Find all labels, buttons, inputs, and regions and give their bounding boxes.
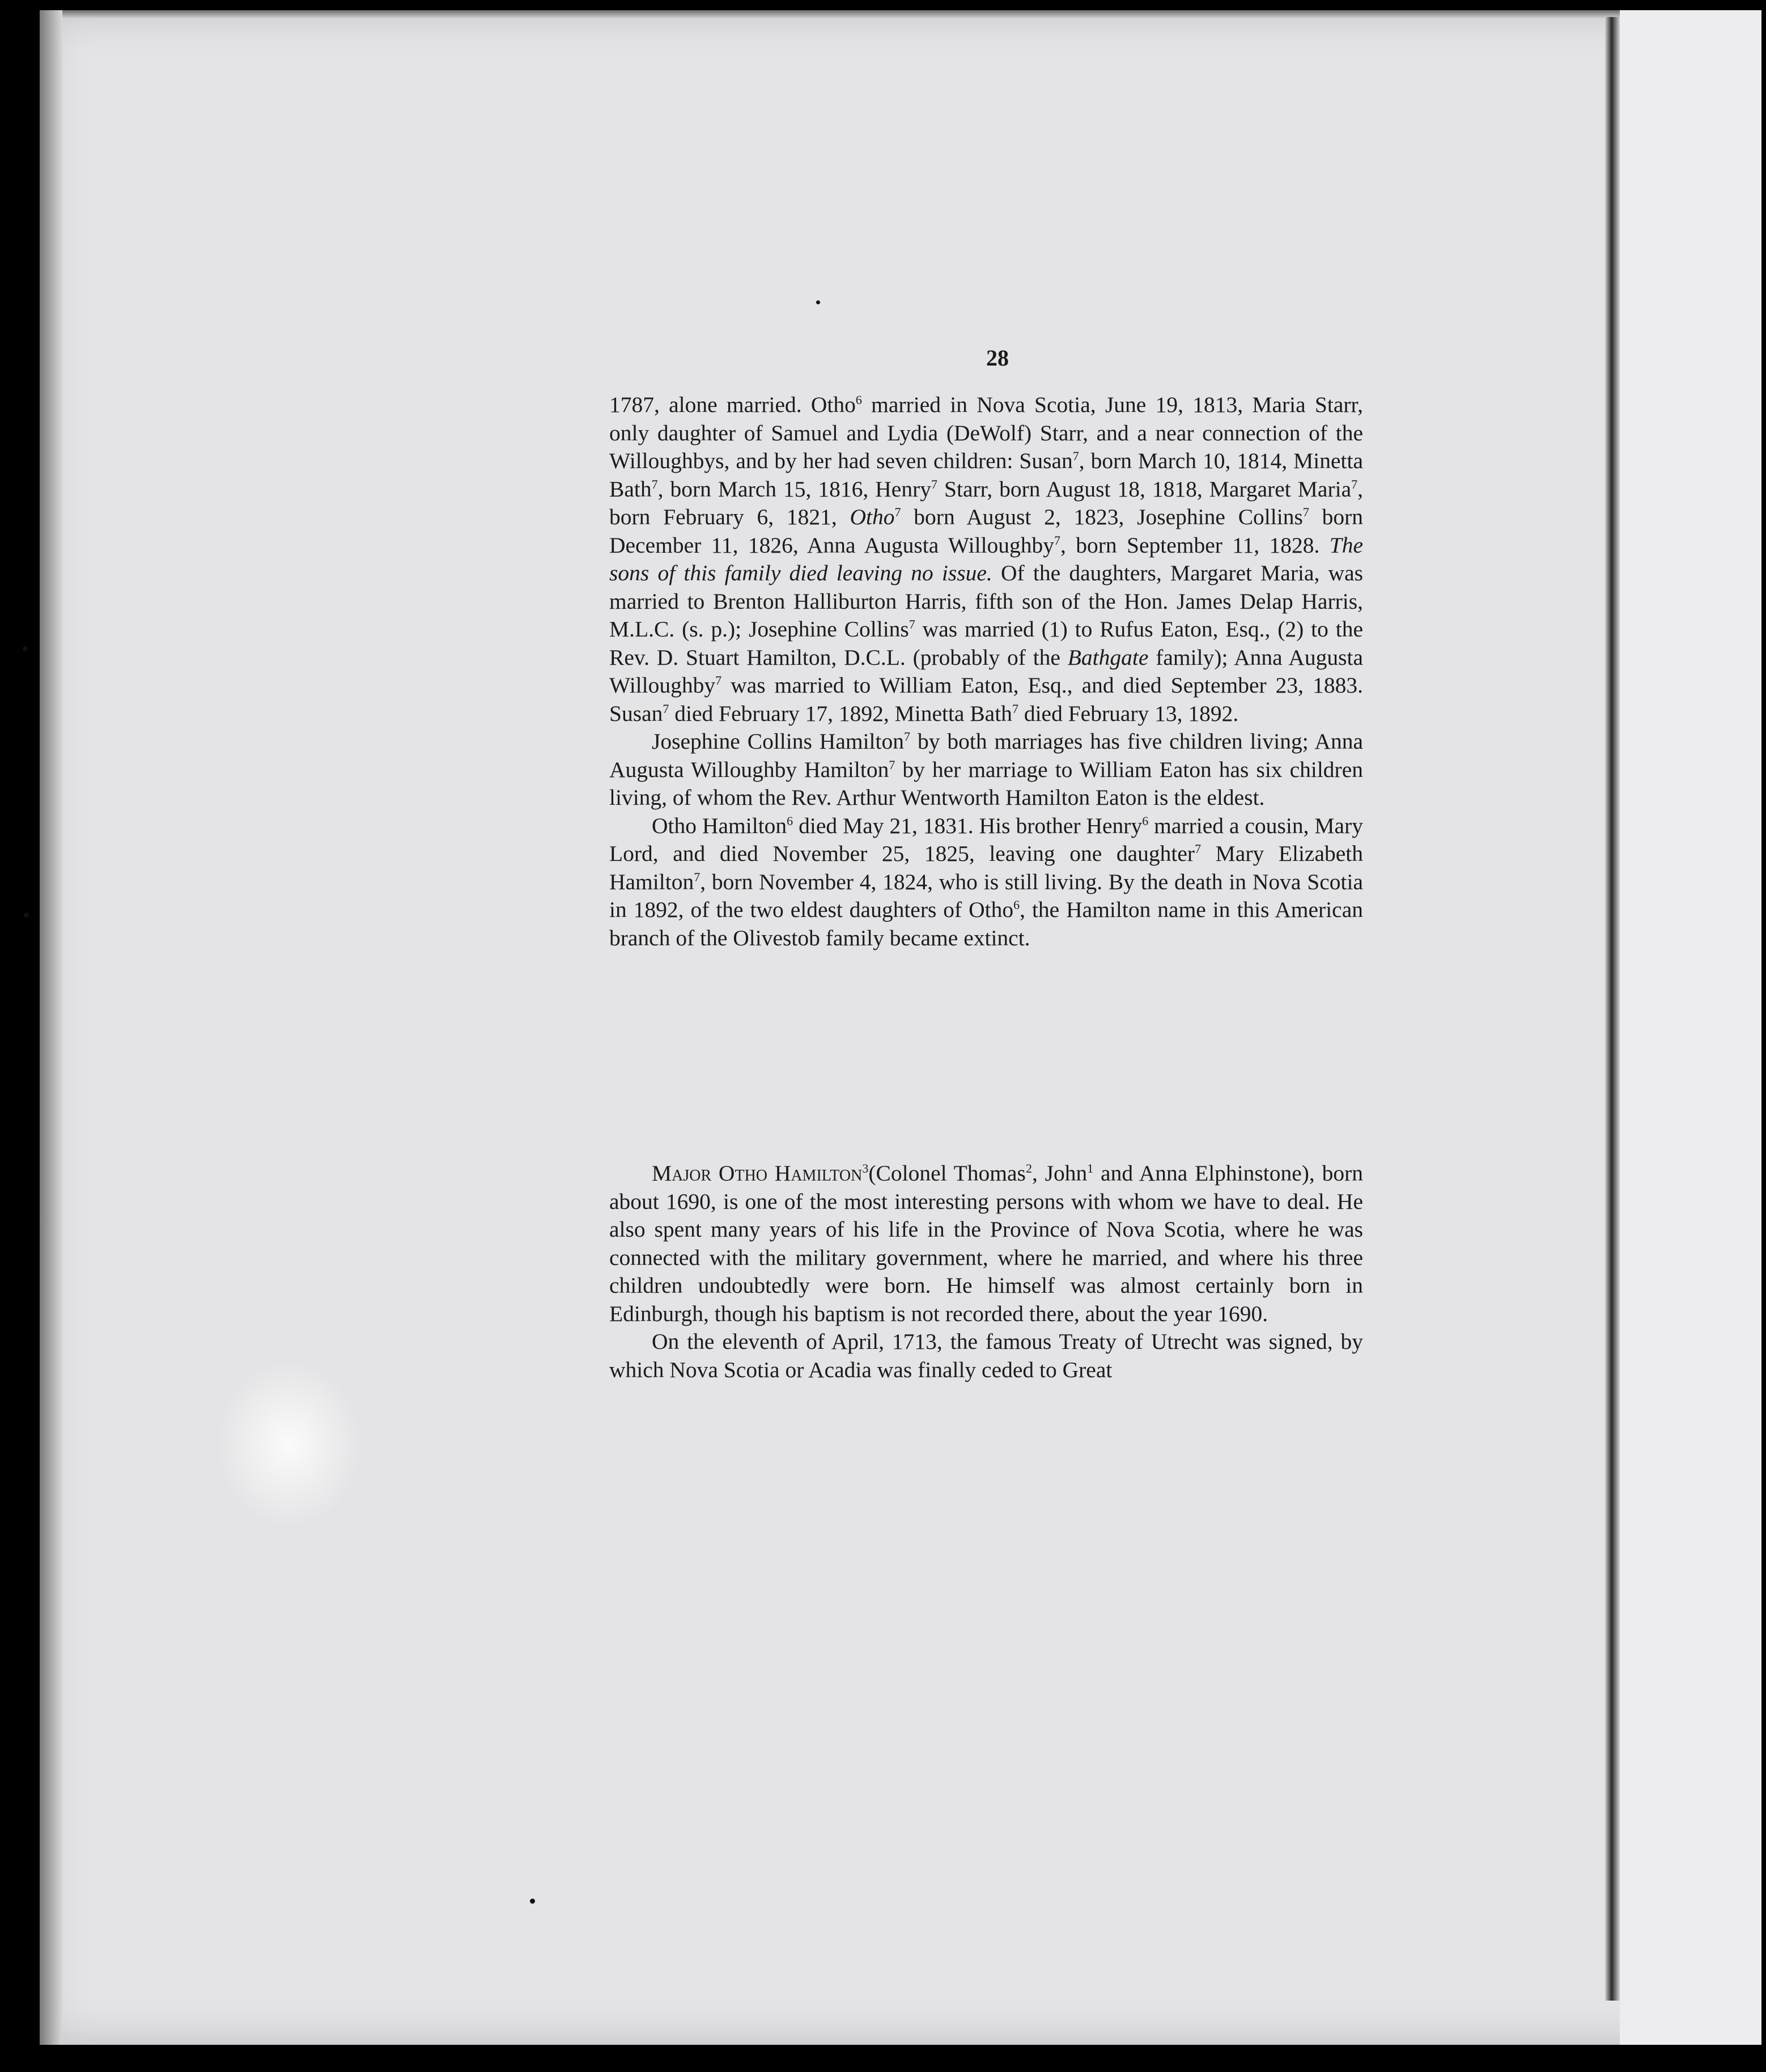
- section-major-otho-hamilton: [609, 1160, 1363, 1384]
- generation-superscript: 3: [862, 1161, 869, 1175]
- text-run: , John: [1031, 1161, 1088, 1186]
- paper-stain: [215, 1359, 363, 1529]
- text-run: by her marriage to William Eaton has six children living, of whom the Rev. Arthur Wentworth Hamilton Eaton is the eldest.: [609, 757, 1363, 810]
- scan-speck: [24, 912, 29, 918]
- generation-superscript: 7: [715, 673, 722, 687]
- text-run: died May 21, 1831. His brother Henry: [793, 813, 1143, 838]
- generation-superscript: 6: [1142, 813, 1149, 828]
- generation-superscript: 7: [1302, 504, 1309, 519]
- generation-superscript: 7: [1054, 533, 1061, 547]
- generation-superscript: 6: [1013, 897, 1020, 912]
- generation-superscript: 1: [1087, 1161, 1094, 1175]
- paragraph: [609, 1160, 1363, 1328]
- page-top-edge: [40, 10, 1712, 18]
- text-run: family); Anna Augusta Willoughby: [609, 644, 1363, 698]
- generation-superscript: 7: [694, 869, 701, 884]
- generation-superscript: 7: [663, 701, 669, 716]
- paragraph: [609, 728, 1363, 812]
- generation-superscript: 7: [931, 477, 937, 491]
- paragraph: [609, 812, 1363, 953]
- italic-run: Bathgate: [1067, 644, 1149, 670]
- text-run: 1787, alone married. Otho: [609, 392, 856, 417]
- scan-speck: [530, 1899, 535, 1904]
- text-run: On the eleventh of April, 1713, the famous Treaty of Utrecht was signed, by which Nova Scotia or Acadia was finally ceded to Great: [609, 1329, 1363, 1382]
- italic-run: Otho: [850, 504, 895, 529]
- text-run: died February 13, 1892.: [1018, 700, 1239, 726]
- generation-superscript: 7: [1072, 448, 1079, 463]
- text-run: Mary Elizabeth Hamilton: [609, 841, 1363, 894]
- text-run: , born March 15, 1816, Henry: [657, 476, 931, 502]
- text-run: born August 2, 1823, Josephine Collins: [901, 504, 1303, 529]
- facing-page-edge: [1620, 10, 1761, 2045]
- page-number: 28: [986, 345, 1009, 371]
- text-run: , born September 11, 1828.: [1060, 532, 1330, 558]
- text-run: by both marriages has five children living; Anna Augusta Willoughby Hamilton: [609, 729, 1363, 782]
- book-gutter: [1605, 17, 1620, 2001]
- scan-speck: [816, 300, 820, 304]
- generation-superscript: 2: [1025, 1161, 1032, 1175]
- small-caps-heading: Major Otho Hamilton: [652, 1161, 863, 1186]
- text-run: Of the daughters, Margaret Maria, was married to Brenton Halliburton Harris, fifth son of the Hon. James Delap Harris, M.L.C. (s. p.); Josephine Collins: [609, 561, 1364, 642]
- text-run: , born February 6, 1821,: [609, 476, 1363, 529]
- scanned-page: [40, 10, 1712, 2045]
- text-run: married a cousin, Mary Lord, and died November 25, 1825, leaving one daughter: [609, 813, 1363, 866]
- text-run: Starr, born August 18, 1818, Margaret Maria: [937, 476, 1352, 502]
- text-run: born December 11, 1826, Anna Augusta Willoughby: [609, 504, 1364, 558]
- text-run: , born March 10, 1814, Minetta Bath: [609, 448, 1363, 502]
- text-run: and Anna Elphinstone), born about 1690, is one of the most interesting persons with whom we have to deal. He also spent many years of his life in the Province of Nova Scotia, where he was connected with the military government, where he married, and where his three children undoubtedly were born. He himself was almost certainly born in Edinburgh, though his baptism is not recorded there, about the year 1690.: [609, 1161, 1364, 1326]
- text-run: , born November 4, 1824, who is still living. By the death in Nova Scotia in 1892, of the two eldest daughters of Otho: [609, 869, 1363, 922]
- generation-superscript: 7: [651, 477, 658, 491]
- generation-superscript: 7: [1195, 841, 1202, 856]
- section-otho-descendants: [609, 391, 1363, 952]
- generation-superscript: 7: [894, 504, 901, 519]
- scan-speck: [23, 646, 28, 651]
- text-run: was married to William Eaton, Esq., and died September 23, 1883. Susan: [609, 673, 1363, 726]
- generation-superscript: 7: [889, 757, 895, 772]
- generation-superscript: 7: [1012, 701, 1018, 716]
- text-run: (Colonel Thomas: [868, 1161, 1026, 1186]
- generation-superscript: 7: [1351, 477, 1358, 491]
- page-left-edge: [40, 10, 62, 2045]
- generation-superscript: 6: [787, 813, 793, 828]
- generation-superscript: 7: [904, 729, 911, 744]
- text-run: Josephine Collins Hamilton: [652, 729, 905, 754]
- text-run: was married (1) to Rufus Eaton, Esq., (2) to the Rev. D. Stuart Hamilton, D.C.L. (probably of the: [609, 617, 1363, 670]
- paragraph: [609, 391, 1363, 728]
- paragraph: [609, 1328, 1363, 1384]
- italic-run: The sons of this family died leaving no issue.: [609, 532, 1363, 585]
- text-run: Otho Hamilton: [652, 813, 787, 838]
- generation-superscript: 6: [855, 392, 862, 407]
- text-run: married in Nova Scotia, June 19, 1813, Maria Starr, only daughter of Samuel and Lydia (DeWolf) Starr, and a near connection of the Willoughbys, and by her had seven children: Susan: [609, 392, 1363, 473]
- text-run: , the Hamilton name in this American branch of the Olivestob family became extinct.: [609, 897, 1363, 950]
- text-run: died February 17, 1892, Minetta Bath: [669, 700, 1012, 726]
- generation-superscript: 7: [909, 617, 915, 631]
